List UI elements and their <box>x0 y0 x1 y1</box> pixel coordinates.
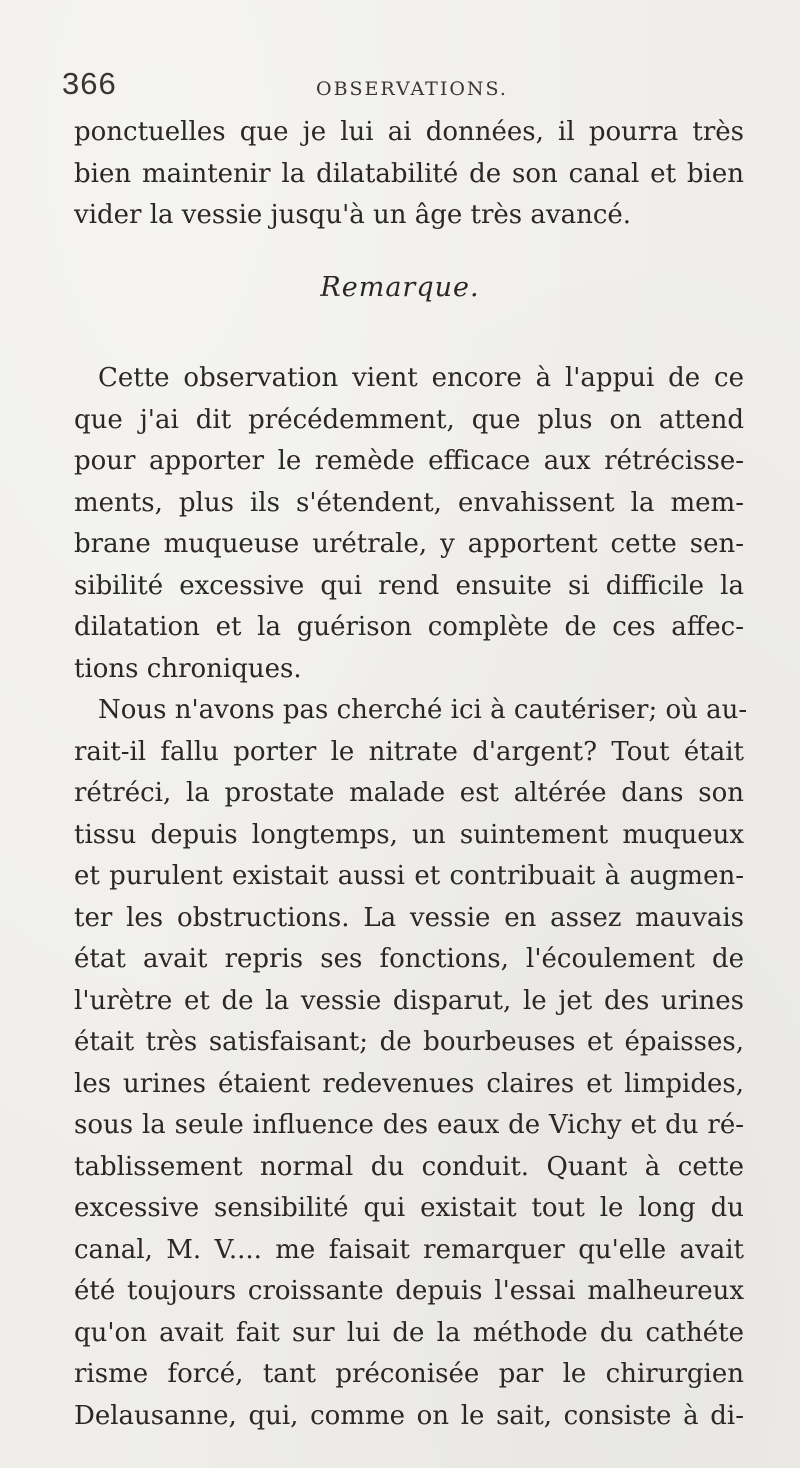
running-head: OBSERVATIONS. <box>316 78 508 100</box>
text-line: sibilité excessive qui rend ensuite si difficile la <box>74 570 744 601</box>
text-line: les urines étaient redevenues claires et limpides, <box>74 1068 744 1099</box>
text-line: ter les obstructions. La vessie en assez mauvais <box>74 902 744 933</box>
text-line: pour apporter le remède efficace aux rétrécisse- <box>74 446 744 476</box>
text-line: vider la vessie jusqu'à un âge très avancé. <box>74 200 632 230</box>
text-line: rétréci, la prostate malade est altérée dans son <box>74 778 744 808</box>
text-line: ments, plus ils s'étendent, envahissent la mem- <box>74 487 744 518</box>
text-line: qu'on avait fait sur lui de la méthode du cathéte <box>74 1317 744 1348</box>
text-line: sous la seule influence des eaux de Vichy et du ré- <box>74 1110 744 1140</box>
text-line: Nous n'avons pas cherché ici à cautériser; où au- <box>98 695 748 725</box>
text-line: excessive sensibilité qui existait tout le long du <box>74 1193 744 1223</box>
text-line: état avait repris ses fonctions, l'écoulement de <box>74 944 744 974</box>
page-number: 366 <box>62 66 117 101</box>
text-line: l'urètre et de la vessie disparut, le jet des urines <box>74 985 744 1016</box>
text-line: et purulent existait aussi et contribuait à augmen- <box>74 861 744 891</box>
paragraph-2-and-3 <box>74 358 748 1437</box>
text-line: que j'ai dit précédemment, que plus on attend <box>74 404 744 435</box>
paragraph-1 <box>74 112 744 237</box>
text-line: était très satisfaisant; de bourbeuses et épaisses, <box>74 1027 744 1057</box>
text-line: été toujours croissante depuis l'essai malheureux <box>74 1276 744 1306</box>
page-header <box>62 66 762 106</box>
text-line: brane muqueuse urétrale, y apportent cette sen- <box>74 529 744 559</box>
text-line: tions chroniques. <box>74 653 302 684</box>
text-line: dilatation et la guérison complète de ces affec- <box>74 612 744 642</box>
text-line: Delausanne, qui, comme on le sait, consiste à di- <box>74 1400 744 1431</box>
text-line: bien maintenir la dilatabilité de son canal et bien <box>74 158 744 189</box>
text-line: tablissement normal du conduit. Quant à cette <box>74 1151 744 1182</box>
text-line: tissu depuis longtemps, un suintement muqueux <box>74 819 744 850</box>
text-line: Cette observation vient encore à l'appui de ce <box>98 363 744 393</box>
text-line: rait-il fallu porter le nitrate d'argent? Tout était <box>74 736 744 767</box>
text-line: risme forcé, tant préconisée par le chirurgien <box>74 1359 744 1389</box>
text-line: canal, M. V.... me faisait remarquer qu'elle avait <box>74 1234 744 1265</box>
section-heading: Remarque. <box>320 272 480 303</box>
text-line: ponctuelles que je lui ai données, il pourra très <box>74 117 744 147</box>
